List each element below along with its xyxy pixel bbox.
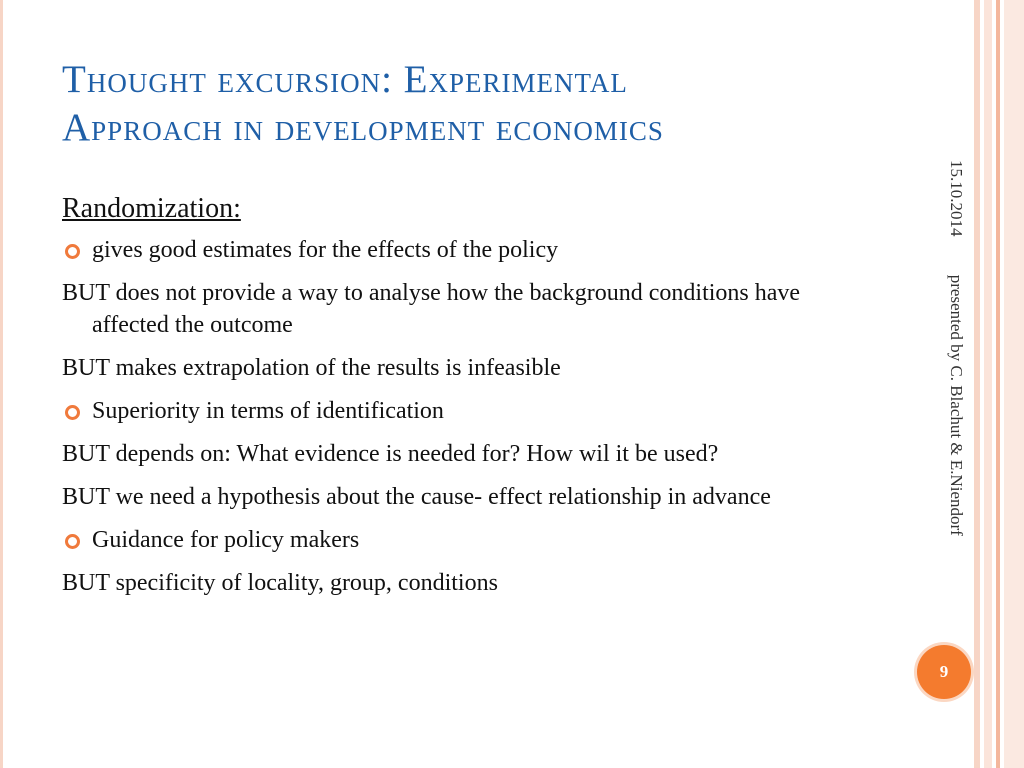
stripe	[984, 0, 992, 768]
slide-body	[62, 192, 882, 610]
section-heading: Randomization:	[62, 193, 241, 224]
list-item-text: BUT depends on: What evidence is needed for? How wil it be used?	[62, 441, 719, 467]
title-line-1: Thought excursion: Experimental	[62, 58, 628, 101]
title-line-2: Approach in development economics	[62, 106, 664, 149]
list-item-text: Superiority in terms of identification	[92, 398, 444, 424]
side-footer	[944, 160, 972, 600]
list-item	[62, 438, 882, 470]
presenter-credit: presented by C. Blachut & E.Niendorf	[947, 274, 966, 536]
list-item	[62, 352, 882, 384]
list-item-text: Guidance for policy makers	[92, 527, 360, 553]
right-stripes-decoration	[974, 0, 1024, 768]
list-item	[62, 234, 882, 266]
list-item-text: BUT specificity of locality, group, conditions	[62, 570, 498, 596]
list-item	[62, 395, 882, 427]
slide-title	[62, 56, 882, 152]
list-item-text: BUT does not provide a way to analyse how the background conditions have affected the outcome	[62, 280, 801, 338]
list-item	[62, 567, 882, 599]
slide-date: 15.10.2014	[947, 160, 966, 237]
list-item	[62, 524, 882, 556]
side-footer-text	[946, 160, 966, 536]
stripe	[1004, 0, 1024, 768]
page-number-badge: 9	[917, 645, 971, 699]
bullet-circle-icon	[65, 405, 80, 420]
list-item-text: gives good estimates for the effects of the policy	[92, 237, 559, 263]
list-item	[62, 481, 882, 513]
left-border-decoration	[0, 0, 3, 768]
list-item-text: BUT makes extrapolation of the results is infeasible	[62, 355, 561, 381]
bullet-circle-icon	[65, 534, 80, 549]
bullet-circle-icon	[65, 244, 80, 259]
stripe	[974, 0, 980, 768]
list-item-text: BUT we need a hypothesis about the cause- effect relationship in advance	[62, 484, 771, 510]
stripe	[996, 0, 1000, 768]
list-item	[62, 277, 882, 341]
